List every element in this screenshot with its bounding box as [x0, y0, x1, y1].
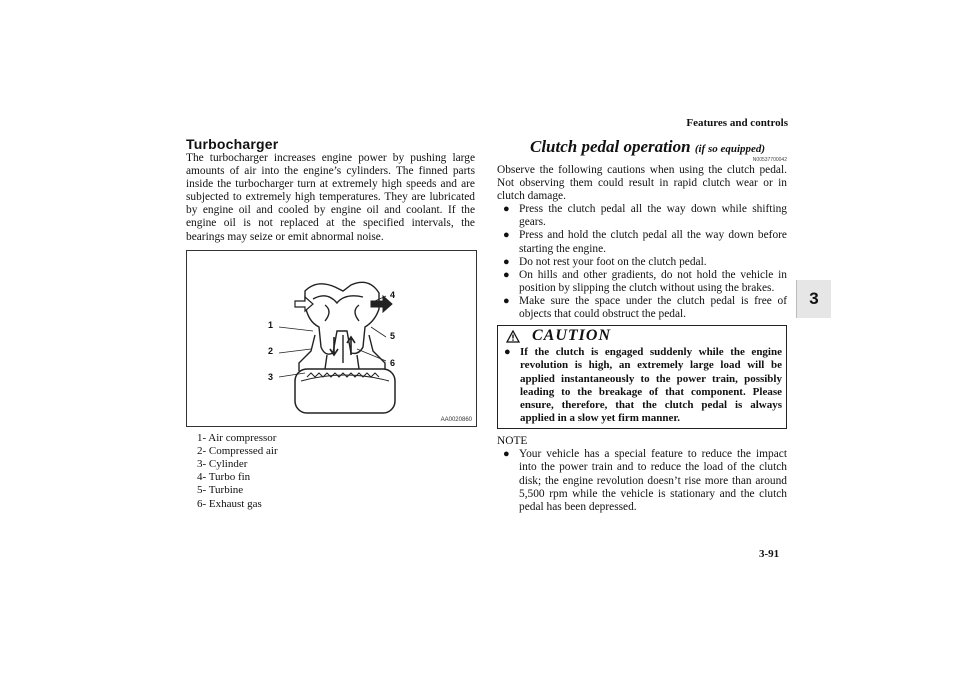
legend-item: 4- Turbo fin	[197, 471, 251, 484]
bullet-icon: ●	[503, 294, 510, 307]
bullet-icon: ●	[503, 268, 510, 281]
list-item	[497, 295, 787, 321]
list-item	[498, 346, 786, 425]
legend-item: 6- Exhaust gas	[197, 497, 262, 510]
clutch-title-text: Clutch pedal operation	[530, 137, 691, 156]
callout-1: 1	[268, 319, 274, 330]
caution-text: If the clutch is engaged suddenly while the engine revolution is high, an extremely large load will be applied instantaneously to the power train, possibly leading to the breakage of that component. Please ensure, therefore, that the clutch pedal is always applied in a slow yet firm manner.	[520, 346, 782, 425]
list-item	[497, 448, 787, 513]
figure-code: AA0020860	[440, 416, 472, 423]
list-item-text: Press and hold the clutch pedal all the way down before starting the engine.	[519, 229, 787, 255]
bullet-icon: ●	[504, 346, 511, 359]
callout-6: 6	[390, 357, 396, 368]
list-item	[497, 256, 787, 269]
reference-code: N00537700042	[752, 157, 787, 163]
list-item-text: Do not rest your foot on the clutch pedal.	[519, 255, 707, 268]
note-text: Your vehicle has a special feature to reduce the impact into the power train and to reduce the load of the clutch disk; the engine revolution doesn’t rise more than around 5,500 rpm while the vehicle is stationary and the clutch pedal has been depressed.	[519, 448, 787, 513]
callout-4: 4	[390, 289, 396, 300]
list-item-text: Make sure the space under the clutch pedal is free of objects that could obstruct the pedal.	[519, 294, 787, 321]
list-item	[497, 203, 787, 229]
clutch-intro: Observe the following cautions when using the clutch pedal. Not observing them could result in rapid clutch wear or in clutch damage.	[497, 164, 787, 203]
note-label: NOTE	[497, 435, 528, 448]
bullet-icon: ●	[503, 229, 510, 242]
clutch-title	[530, 136, 787, 158]
list-item	[497, 269, 787, 295]
turbocharger-body: The turbocharger increases engine power by pushing large amounts of air into the engine’s cylinders. The finned parts inside the turbocharger turn at extremely high speeds and are subjected to extremely high temperatures. They are lubricated by engine oil and cooled by engine oil and coolant. If the engine oil is not replaced at the specified intervals, the bearings may seize or emit abnormal noise.	[186, 152, 475, 243]
callout-5: 5	[390, 330, 396, 341]
callout-3: 3	[268, 371, 274, 382]
clutch-subtitle: (if so equipped)	[694, 143, 766, 155]
legend-item: 2- Compressed air	[197, 444, 278, 457]
caution-label: CAUTION	[532, 327, 612, 345]
bullet-icon: ●	[503, 448, 510, 461]
legend-item: 1- Air compressor	[197, 431, 277, 444]
turbocharger-title: Turbocharger	[186, 136, 279, 152]
running-header: Features and controls	[686, 117, 788, 129]
page-number: 3-91	[759, 548, 780, 560]
list-item-text: Press the clutch pedal all the way down while shifting gears.	[519, 203, 787, 229]
legend-item: 5- Turbine	[197, 484, 244, 497]
caution-header	[498, 326, 786, 346]
caution-box	[497, 325, 787, 429]
turbocharger-section	[186, 136, 475, 527]
turbocharger-figure	[186, 250, 477, 427]
bullet-icon: ●	[503, 255, 510, 268]
caution-list	[498, 346, 786, 425]
clutch-section	[497, 136, 787, 514]
list-item-text: On hills and other gradients, do not hold the vehicle in position by slipping the clutch without using the brakes.	[519, 268, 787, 294]
bullet-icon: ●	[503, 203, 510, 216]
note-list	[497, 448, 787, 513]
clutch-bullet-list	[497, 203, 787, 321]
list-item	[497, 229, 787, 255]
warning-triangle-icon	[506, 330, 520, 343]
legend-item: 3- Cylinder	[197, 458, 248, 471]
chapter-tab: 3	[796, 280, 831, 318]
callout-2: 2	[268, 345, 274, 356]
figure-legend	[197, 432, 475, 511]
turbocharger-diagram	[187, 251, 476, 426]
